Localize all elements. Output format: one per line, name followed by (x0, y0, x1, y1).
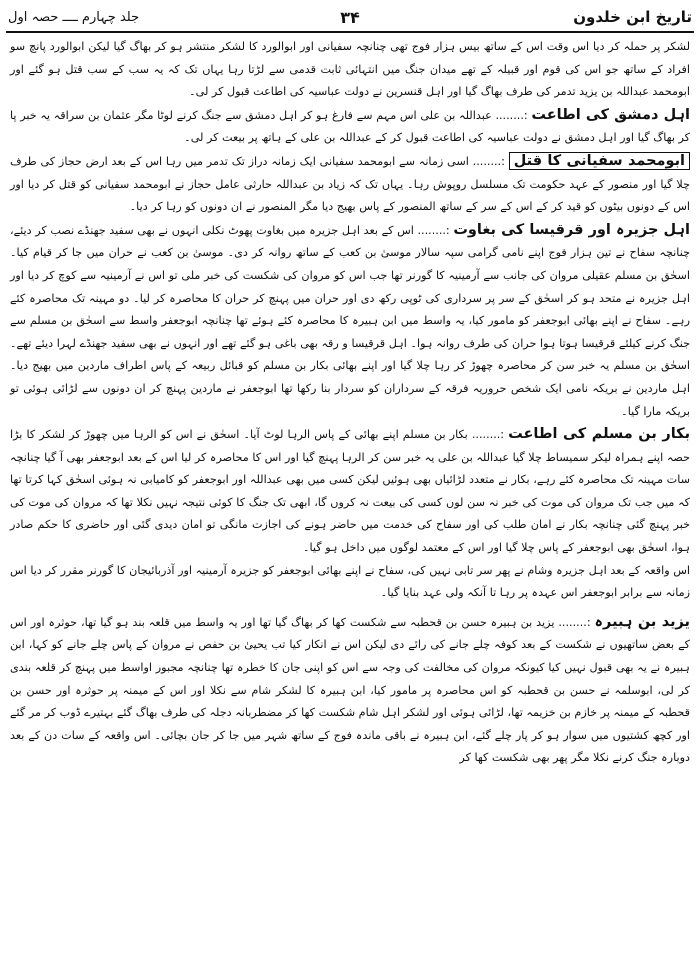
heading-leader: :........ (491, 108, 528, 122)
section-heading: یزید بن ہبیرہ (594, 613, 691, 630)
page-header (8, 4, 692, 30)
paragraph (10, 219, 690, 423)
paragraph (10, 36, 690, 104)
header-rule (6, 31, 694, 33)
paragraph-text: اس کے بعد اہل جزیرہ میں بغاوت پھوٹ نکلی انہوں نے بھی سفید جھنڈے نصب کر دیئے، چنانچہ سفاح نے تین ہزار فوج اپنے نامی گرامی سپہ سالار موسیٰ بن کعب کے ساتھ روانہ کر دی۔ موسیٰ بن کعب نے حران میں جا کر قیام کیا۔ اسحٰق بن مسلم عقیلی مروان کی جانب سے آرمینیہ کا گورنر تھا جب اس کو مروان کی شکست کی خبر ملی تو اس نے آرمینیہ سے کوچ کر دیا اور اہل جزیرہ نے متحد ہو کر اسحٰق کے سر پر سرداری کی ٹوپی رکھ دی اور حران میں پہنچ کر حران کا محاصرہ کر لیا۔ دو مہینہ تک محاصرہ کئے رہے۔ سفاح نے اپنے بھائی ابوجعفر کو مامور کیا، یہ واسط میں ابن ہبیرہ کا محاصرہ کئے ہوئے تھا چنانچہ ابوجعفر واسط سے اسحٰق بن مسلم سے جنگ کرنے کیلئے قرقیسا ہوتا ہوا حران کی طرف روانہ ہوا۔ اہل قرقیسا و رقہ بھی باغی ہو گئے تھے اور انہوں نے بھی سفید جھنڈے لہرا دیئے تھے۔ اسحٰق بن مسلم یہ خبر سن کر محاصرہ چھوڑ کر رہا چلا گیا اور اپنے بھائی بکار بن مسلم کو قبائل ربیعہ کے پاس اطراف ماردین میں بھیج دیا۔ اہل ماردین نے بریکہ نامی ایک شخص حروریہ فرقہ کے سرداران کو سردار بنا رکھا تھا ابوجعفر نے ماردین پہنچ کر ان دونوں سے لڑائی ہوئی تو بریکہ مارا گیا۔ (10, 223, 690, 418)
paragraph (10, 560, 690, 605)
heading-leader: :........ (554, 615, 591, 629)
section-heading: اہل دمشق کی اطاعت (531, 106, 691, 123)
section-heading: بکار بن مسلم کی اطاعت (508, 426, 691, 443)
paragraph (10, 423, 690, 560)
paragraph-text: اسی زمانہ سے ابومحمد سفیانی ایک زمانہ دراز تک تدمر میں رہا اس کے بعد ارض حجاز کی طرف چلا گیا اور منصور کے عہد حکومت تک مسلسل روپوش رہا۔ یہاں تک کہ زیاد بن عبداللہ حارثی عامل حجاز نے ابومحمد سفیانی کو قتل کر دیا اور اس کے دونوں بیٹوں کو قید کر کے اس کے سر کے ساتھ المنصور کے پاس بھیج دیا مگر المنصور نے ان دونوں کو رہا کر دیا۔ (10, 154, 690, 214)
section-heading: ابومحمد سفیانی کا قتل (509, 152, 690, 170)
heading-leader: :........ (467, 428, 505, 442)
paragraph (10, 150, 690, 219)
paragraph-text: عبداللہ بن علی اس مہم سے فارغ ہو کر اہل دمشق سے جنگ کرنے لوٹا مگر عثمان بن سراقہ یہ خبر پا کر بھاگ گیا اور اہل دمشق نے دولت عباسیہ کی اطاعت قبول کر کے عبداللہ بن علی کے ہاتھ پر بیعت کر لی۔ (10, 108, 690, 145)
paragraph-text: لشکر پر حملہ کر دیا اس وقت اس کے ساتھ بیس ہزار فوج تھی چنانچہ سفیانی اور ابوالورد کا لشکر منتشر ہو کر بھاگ گیا لیکن ابوالورد پانچ سو افراد کے ساتھ جو اس کی قوم اور قبیلہ کے تھے میدان جنگ میں انتہائی ثابت قدمی سے لڑتا رہا یہاں تک کہ یہ سب کے سب قتل ہو گئے اور ابومحمد عبداللہ بن یزید تدمر کی طرف بھاگ گیا اور اہل قنسرین نے دولت عباسیہ کی اطاعت قبول کر لی۔ (10, 40, 690, 99)
section-heading: اہل جزیرہ اور قرقیسا کی بغاوت (453, 221, 690, 238)
paragraph (10, 104, 690, 150)
book-title: تاریخ ابن خلدون (573, 8, 692, 26)
paragraph-text: یزید بن ہبیرہ حسن بن قحطبہ سے شکست کھا کر بھاگ گیا تھا اور یہ واسط میں قلعہ بند ہو گیا تھا، حوثرہ اور اس کے بعض ساتھیوں نے شکست کے بعد کوفہ چلے جانے کی رائے دی لیکن اس نے انکار کیا تب یحییٰ بن حفص نے مروان کے پاس چلے جانے کو کہا، ابن ہبیرہ نے یہ بھی قبول نہیں کیا کیونکہ مروان کی مخالفت کی وجہ سے اس کو اپنی جان کا خطرہ تھا چنانچہ مجبور اواسط میں پہنچ کر قلعہ بندی کر لی، ابوسلمہ نے حسن بن قحطبہ کو اس محاصرہ پر مامور کیا، ابن ہبیرہ کا لشکر شام سے نکلا اور اس کے میمنہ پر حوثرہ اور حسن بن قحطبہ کے میمنہ پر خازم بن خزیمہ تھا، لڑائی ہوئی اور لشکر اہل شام شکست کھا کر مضطربانہ دجلہ کی طرف بھاگ گئے بہتیرے ڈوب کر مر گئے اور کچھ کشتیوں میں سوار ہو کر پار چلے گئے، ابن ہبیرہ نے باقی ماندہ فوج کے ساتھ شہر میں جا کر جان بچائی۔ اس واقعہ کے سات دن کے بعد دوبارہ جنگ کرنے نکلا مگر پھر بھی شکست کھا کر (10, 615, 690, 765)
heading-leader: :........ (413, 223, 450, 237)
paragraph (10, 611, 690, 770)
volume-label: جلد چہارم ــــ حصہ اول (8, 9, 140, 25)
page-number: ۳۴ (340, 7, 360, 27)
paragraph-text: اس واقعہ کے بعد اہل جزیرہ وشام نے پھر سر تابی نہیں کی، سفاح نے اپنے بھائی ابوجعفر کو جزیرہ آرمینیہ اور آذربائیجان کا گورنر مقرر کر دیا اس زمانہ سے برابر ابوجعفر اس عہدہ پر رہا تا آنکہ ولی عہد بنایا گیا۔ (10, 563, 690, 600)
paragraph-text: بکار بن مسلم اپنے بھائی کے پاس الرہا لوٹ آیا۔ اسحٰق نے اس کو الرہا میں چھوڑ کر لشکر کا بڑا حصہ اپنے ہمراہ لیکر سمیساط چلا گیا عبداللہ بن علی یہ خبر سن کر الرہا پہنچ گیا اور اس کا محاصرہ کر لیا اس کے بعد ابوجعفر بھی آ گیا چنانچہ سات مہینہ تک محاصرہ کئے رہے، بکار نے متعدد لڑائیاں بھی ہوئیں لیکن کسی میں بھی عبداللہ اور ابوجعفر کو کامیابی نہ ہوئی اسحٰق کہا کرتا تھا کہ میں جب تک مروان کی موت کی خبر نہ سن لوں کسی کی بیعت نہ کروں گا، ابھی تک جنگ کا کوئی نتیجہ نہیں نکلا تھا کہ مروان کی موت کی خبر پہنچ گئی چنانچہ بکار نے امان طلب کی اور سفاح کی خدمت میں حاضر ہونے کی اجازت مانگی تو امان دیدی گئی اور حاضری کا حکم صادر ہوا، اسحٰق بھی ابوجعفر کے پاس چلا گیا اور اس کے معتمد لوگوں میں داخل ہو گیا۔ (10, 428, 690, 555)
page-body (10, 36, 690, 963)
heading-leader: :........ (468, 154, 505, 168)
